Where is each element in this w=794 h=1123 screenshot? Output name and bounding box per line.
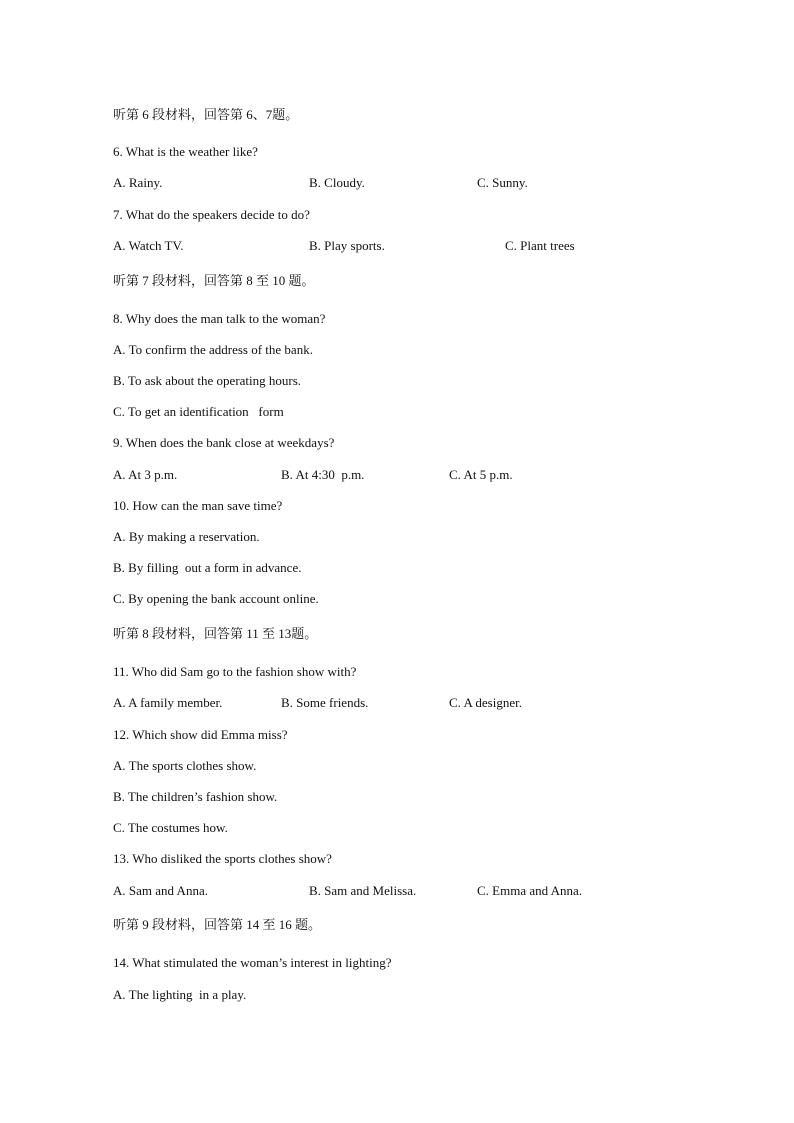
section-header-8: 听第 8 段材料，回答第 11 至 13题。: [113, 626, 318, 641]
question-7-option-a: A. Watch TV.: [113, 238, 184, 253]
question-12-option-c: C. The costumes how.: [113, 820, 228, 835]
question-13-option-c: C. Emma and Anna.: [477, 883, 583, 898]
section-header-7: 听第 7 段材料，回答第 8 至 10 题。: [113, 273, 315, 288]
question-9-option-b: B. At 4:30 p.m.: [281, 467, 365, 482]
question-11-stem: 11. Who did Sam go to the fashion show with?: [113, 664, 357, 679]
question-8-option-b: B. To ask about the operating hours.: [113, 373, 302, 388]
question-13-option-a: A. Sam and Anna.: [113, 883, 208, 898]
question-11-option-a: A. A family member.: [113, 695, 223, 710]
question-10-option-a: A. By making a reservation.: [113, 529, 260, 544]
question-13-option-b: B. Sam and Melissa.: [309, 883, 417, 898]
question-10-option-c: C. By opening the bank account online.: [113, 591, 319, 606]
question-11-option-b: B. Some friends.: [281, 695, 369, 710]
question-9-option-c: C. At 5 p.m.: [449, 467, 513, 482]
section-header-9: 听第 9 段材料，回答第 14 至 16 题。: [113, 917, 322, 932]
question-10-option-b: B. By filling out a form in advance.: [113, 560, 302, 575]
question-14-stem: 14. What stimulated the woman’s interest in lighting?: [113, 955, 392, 970]
question-13-stem: 13. Who disliked the sports clothes show?: [113, 851, 332, 866]
question-7-option-b: B. Play sports.: [309, 238, 385, 253]
question-7-stem: 7. What do the speakers decide to do?: [113, 207, 310, 222]
section-header-6: 听第 6 段材料，回答第 6、7题。: [113, 107, 299, 122]
question-12-stem: 12. Which show did Emma miss?: [113, 727, 288, 742]
question-7-option-c: C. Plant trees: [505, 238, 575, 253]
question-6-option-b: B. Cloudy.: [309, 175, 365, 190]
question-9-option-a: A. At 3 p.m.: [113, 467, 178, 482]
question-11-option-c: C. A designer.: [449, 695, 522, 710]
question-8-stem: 8. Why does the man talk to the woman?: [113, 311, 326, 326]
question-14-option-a: A. The lighting in a play.: [113, 987, 247, 1002]
question-10-stem: 10. How can the man save time?: [113, 498, 283, 513]
question-12-option-b: B. The children’s fashion show.: [113, 789, 278, 804]
question-9-stem: 9. When does the bank close at weekdays?: [113, 435, 335, 450]
question-6-option-c: C. Sunny.: [477, 175, 528, 190]
question-12-option-a: A. The sports clothes show.: [113, 758, 257, 773]
question-8-option-c: C. To get an identification form: [113, 404, 284, 419]
question-6-option-a: A. Rainy.: [113, 175, 163, 190]
question-6-stem: 6. What is the weather like?: [113, 144, 258, 159]
question-8-option-a: A. To confirm the address of the bank.: [113, 342, 313, 357]
